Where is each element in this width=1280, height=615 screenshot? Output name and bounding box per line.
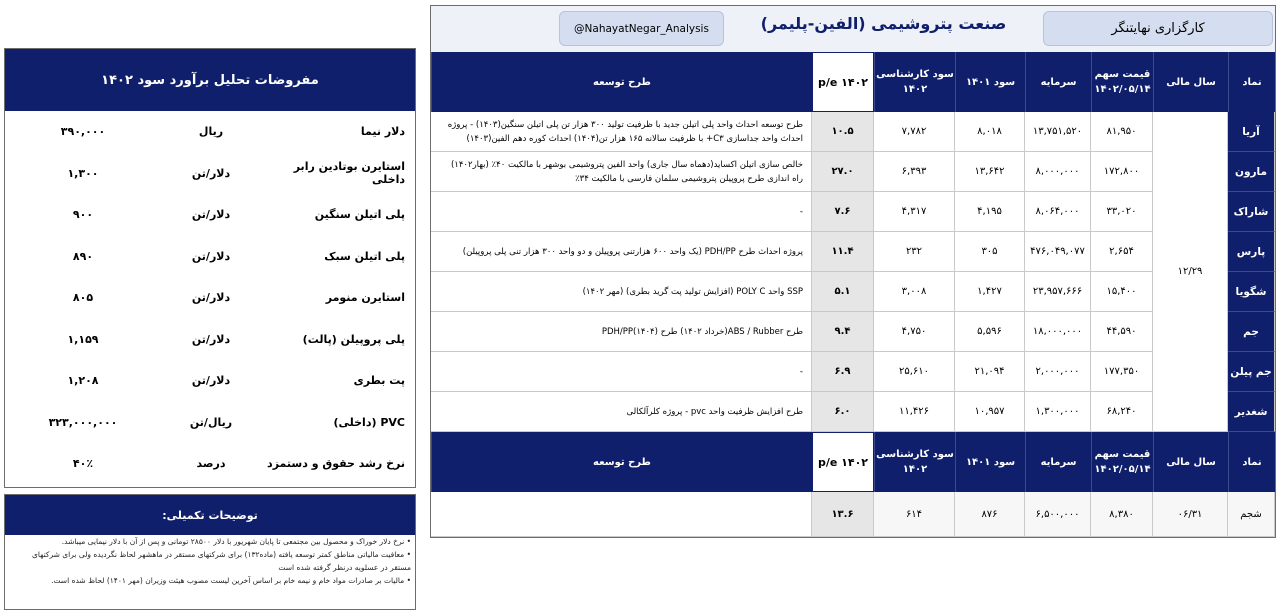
cell-price: ۸۱,۹۵۰ bbox=[1091, 112, 1153, 152]
header-symbol: نماد bbox=[1228, 432, 1275, 492]
assumption-value: ۴۰٪ bbox=[72, 457, 94, 471]
header-expert-profit: سود کارشناسی ۱۴۰۲ bbox=[874, 52, 955, 112]
note-item bbox=[5, 535, 415, 548]
cell-profit-1401: ۳۰۵ bbox=[955, 232, 1025, 272]
assumption-unit: دلار/تن bbox=[191, 291, 231, 305]
assumption-row bbox=[5, 319, 415, 361]
cell-capital: ۴۷۶,۰۴۹,۰۷۷ bbox=[1025, 232, 1091, 272]
cell-pe: ۱۱.۴ bbox=[812, 232, 874, 272]
note-text: معافیت مالیاتی مناطق کمتر توسعه یافته (ماده۱۳۲) برای شرکتهای مستقر در ماهشهر لحاظ نگردیده ولی برای شرکتهای مستقر در عسلویه درنظر گرفته شده است bbox=[32, 550, 411, 572]
bottom-cell-capital: ۶,۵۰۰,۰۰۰ bbox=[1025, 492, 1091, 537]
assumption-value: ۱,۲۰۸ bbox=[67, 374, 99, 388]
cell-capital: ۱۸,۰۰۰,۰۰۰ bbox=[1025, 312, 1091, 352]
bottom-cell-expert-profit: ۶۱۴ bbox=[874, 492, 955, 537]
assumption-unit: دلار/تن bbox=[191, 166, 231, 180]
cell-plan: طرح ABS / Rubber(خرداد ۱۴۰۲) طرح PDH/PP(۱۴۰۴) bbox=[431, 312, 812, 352]
assumption-name: نرخ رشد حقوق و دستمزد bbox=[267, 457, 405, 471]
cell-expert-profit: ۶,۳۹۳ bbox=[874, 152, 955, 192]
assumption-unit: ریال bbox=[198, 125, 224, 139]
cell-profit-1401: ۸,۰۱۸ bbox=[955, 112, 1025, 152]
cell-capital: ۲,۰۰۰,۰۰۰ bbox=[1025, 352, 1091, 392]
cell-price: ۲,۶۵۴ bbox=[1091, 232, 1153, 272]
cell-plan: طرح توسعه احداث واحد پلی اتیلن جدید با ظرفیت تولید ۳۰۰ هزار تن پلی اتیلن سنگین(۱۴۰۳) - پروژه احداث واحد جداسازی C۳+ با ظرفیت سالانه ۱۶۵ هزار تن(۱۴۰۴) احداث کوره دهم الفین(۱۴۰۳) bbox=[431, 112, 812, 152]
assumptions-title: مفروضات تحلیل برآورد سود ۱۴۰۲ bbox=[5, 49, 415, 111]
cell-plan: SSP واحد POLY C (افزایش تولید پت گرید بطری) (مهر ۱۴۰۲) bbox=[431, 272, 812, 312]
bottom-cell-pe: ۱۳.۶ bbox=[812, 492, 874, 537]
cell-price: ۴۴,۵۹۰ bbox=[1091, 312, 1153, 352]
cell-pe: ۲۷.۰ bbox=[812, 152, 874, 192]
header-pe: p/e ۱۴۰۲ bbox=[812, 432, 874, 492]
cell-expert-profit: ۴,۳۱۷ bbox=[874, 192, 955, 232]
assumption-row bbox=[5, 236, 415, 278]
notes-panel bbox=[4, 494, 416, 610]
cell-pe: ۵.۱ bbox=[812, 272, 874, 312]
header-profit-1401: سود ۱۴۰۱ bbox=[955, 432, 1025, 492]
assumption-name: پلی پروپیلن (پالت) bbox=[302, 332, 405, 346]
assumption-value: ۸۰۵ bbox=[72, 291, 94, 305]
cell-symbol: شگویا bbox=[1228, 272, 1275, 312]
cell-plan: - bbox=[431, 352, 812, 392]
assumption-row bbox=[5, 443, 415, 485]
note-item bbox=[5, 548, 415, 574]
cell-plan: پروژه احداث طرح PDH/PP (یک واحد ۶۰۰ هزارتنی پروپیلن و دو واحد ۳۰۰ هزار تنی پلی پروپیلن) bbox=[431, 232, 812, 272]
assumption-name: دلار نیما bbox=[360, 125, 405, 139]
bullet-icon: • bbox=[404, 576, 411, 585]
cell-symbol: آریا bbox=[1228, 112, 1275, 152]
header-capital: سرمایه bbox=[1025, 52, 1091, 112]
assumption-unit: دلار/تن bbox=[191, 374, 231, 388]
cell-pe: ۷.۶ bbox=[812, 192, 874, 232]
assumption-name: پلی اتیلن سبک bbox=[324, 249, 405, 263]
assumption-unit: درصد bbox=[196, 457, 226, 471]
assumption-value: ۸۹۰ bbox=[72, 249, 94, 263]
cell-symbol: شغدیر bbox=[1228, 392, 1275, 432]
cell-profit-1401: ۱,۴۲۷ bbox=[955, 272, 1025, 312]
assumption-name: PVC (داخلی) bbox=[333, 415, 405, 429]
assumption-row bbox=[5, 402, 415, 444]
assumption-unit: دلار/تن bbox=[191, 332, 231, 346]
cell-pe: ۶.۰ bbox=[812, 392, 874, 432]
cell-price: ۱۷۲,۸۰۰ bbox=[1091, 152, 1153, 192]
header-plan: طرح توسعه bbox=[431, 432, 812, 492]
header-fiscal-year: سال مالی bbox=[1153, 52, 1228, 112]
assumption-row bbox=[5, 153, 415, 195]
assumptions-panel bbox=[4, 48, 416, 488]
note-item bbox=[5, 574, 415, 587]
page-title: صنعت پتروشیمی (الفین-پلیمر) bbox=[760, 14, 1007, 33]
bottom-cell-plan bbox=[431, 492, 812, 537]
cell-expert-profit: ۱۱,۴۲۶ bbox=[874, 392, 955, 432]
header-price: قیمت سهم ۱۴۰۲/۰۵/۱۴ bbox=[1091, 52, 1153, 112]
cell-pe: ۹.۴ bbox=[812, 312, 874, 352]
cell-profit-1401: ۴,۱۹۵ bbox=[955, 192, 1025, 232]
assumption-name: استایرن منومر bbox=[325, 291, 405, 305]
assumption-row bbox=[5, 277, 415, 319]
cell-expert-profit: ۷,۷۸۲ bbox=[874, 112, 955, 152]
cell-capital: ۱,۳۰۰,۰۰۰ bbox=[1025, 392, 1091, 432]
assumption-unit: ریال/تن bbox=[189, 415, 233, 429]
cell-profit-1401: ۵,۵۹۶ bbox=[955, 312, 1025, 352]
bottom-cell-profit-1401: ۸۷۶ bbox=[955, 492, 1025, 537]
note-text: نرخ دلار خوراک و محصول بین مجتمعی تا پایان شهریور با دلار ۲۸۵۰۰ تومانی و پس از آن با دلار نیمایی میباشد. bbox=[61, 537, 405, 546]
cell-profit-1401: ۲۱,۰۹۴ bbox=[955, 352, 1025, 392]
cell-plan: خالص سازی اتیلن اکساید(دهماه سال جاری) واحد الفین پتروشیمی بوشهر با مالکیت ۴۰٪ (بهار۱۴۰۲) راه اندازی طرح پروپیلن پتروشیمی سلمان فارسی با مالکیت ۳۴٪ bbox=[431, 152, 812, 192]
cell-symbol: جم bbox=[1228, 312, 1275, 352]
bullet-icon: • bbox=[404, 550, 411, 559]
assumption-value: ۳۲۳,۰۰۰,۰۰۰ bbox=[48, 415, 118, 429]
assumption-name: پلی اتیلن سنگین bbox=[314, 208, 405, 222]
channel-handle: @NahayatNegar_Analysis bbox=[559, 11, 724, 46]
header-pe: p/e ۱۴۰۲ bbox=[812, 52, 874, 112]
cell-capital: ۱۳,۷۵۱,۵۲۰ bbox=[1025, 112, 1091, 152]
header-capital: سرمایه bbox=[1025, 432, 1091, 492]
assumption-value: ۱,۱۵۹ bbox=[67, 332, 99, 346]
assumption-value: ۳۹۰,۰۰۰ bbox=[60, 125, 106, 139]
cell-symbol: مارون bbox=[1228, 152, 1275, 192]
cell-expert-profit: ۲۵,۶۱۰ bbox=[874, 352, 955, 392]
cell-symbol: شاراک bbox=[1228, 192, 1275, 232]
industry-table-panel bbox=[430, 5, 1276, 538]
cell-symbol: جم پیلن bbox=[1228, 352, 1275, 392]
note-text: مالیات بر صادرات مواد خام و نیمه خام بر اساس آخرین لیست مصوب هیئت وزیران (مهر ۱۴۰۱) لحاظ شده است. bbox=[51, 576, 405, 585]
bottom-cell-symbol: شجم bbox=[1228, 492, 1275, 537]
assumption-value: ۹۰۰ bbox=[72, 208, 94, 222]
cell-price: ۱۵,۴۰۰ bbox=[1091, 272, 1153, 312]
assumptions-rows bbox=[5, 111, 415, 485]
cell-plan: طرح افزایش ظرفیت واحد pvc - پروژه کلرآلکالی bbox=[431, 392, 812, 432]
cell-expert-profit: ۴,۷۵۰ bbox=[874, 312, 955, 352]
assumption-row bbox=[5, 194, 415, 236]
cell-capital: ۲۳,۹۵۷,۶۶۶ bbox=[1025, 272, 1091, 312]
cell-symbol: پارس bbox=[1228, 232, 1275, 272]
cell-plan: - bbox=[431, 192, 812, 232]
bottom-cell-fiscal-year: ۰۶/۳۱ bbox=[1153, 492, 1228, 537]
fiscal-year-group: ۱۲/۲۹ bbox=[1153, 112, 1228, 432]
cell-expert-profit: ۳,۰۰۸ bbox=[874, 272, 955, 312]
cell-capital: ۸,۰۶۴,۰۰۰ bbox=[1025, 192, 1091, 232]
header-fiscal-year: سال مالی bbox=[1153, 432, 1228, 492]
header-expert-profit: سود کارشناسی ۱۴۰۲ bbox=[874, 432, 955, 492]
bottom-cell-price: ۸,۳۸۰ bbox=[1091, 492, 1153, 537]
cell-pe: ۱۰.۵ bbox=[812, 112, 874, 152]
assumption-unit: دلار/تن bbox=[191, 249, 231, 263]
cell-capital: ۸,۰۰۰,۰۰۰ bbox=[1025, 152, 1091, 192]
header-plan: طرح توسعه bbox=[431, 52, 812, 112]
header-profit-1401: سود ۱۴۰۱ bbox=[955, 52, 1025, 112]
assumption-row bbox=[5, 111, 415, 153]
assumption-name: پت بطری bbox=[353, 374, 405, 388]
header-price: قیمت سهم ۱۴۰۲/۰۵/۱۴ bbox=[1091, 432, 1153, 492]
cell-profit-1401: ۱۰,۹۵۷ bbox=[955, 392, 1025, 432]
assumption-value: ۱,۳۰۰ bbox=[67, 166, 99, 180]
brokerage-name: کارگزاری نهایتنگر bbox=[1043, 11, 1273, 46]
notes-list bbox=[5, 535, 415, 587]
cell-price: ۱۷۷,۳۵۰ bbox=[1091, 352, 1153, 392]
cell-profit-1401: ۱۳,۶۴۲ bbox=[955, 152, 1025, 192]
bullet-icon: • bbox=[404, 537, 411, 546]
cell-price: ۶۸,۲۴۰ bbox=[1091, 392, 1153, 432]
cell-pe: ۶.۹ bbox=[812, 352, 874, 392]
assumption-name: استایرن بوتادین رابر داخلی bbox=[293, 160, 405, 187]
assumption-row bbox=[5, 360, 415, 402]
cell-price: ۳۳,۰۲۰ bbox=[1091, 192, 1153, 232]
cell-expert-profit: ۲۳۲ bbox=[874, 232, 955, 272]
notes-title: توضیحات تکمیلی: bbox=[5, 495, 415, 535]
header-symbol: نماد bbox=[1228, 52, 1275, 112]
assumption-unit: دلار/تن bbox=[191, 208, 231, 222]
